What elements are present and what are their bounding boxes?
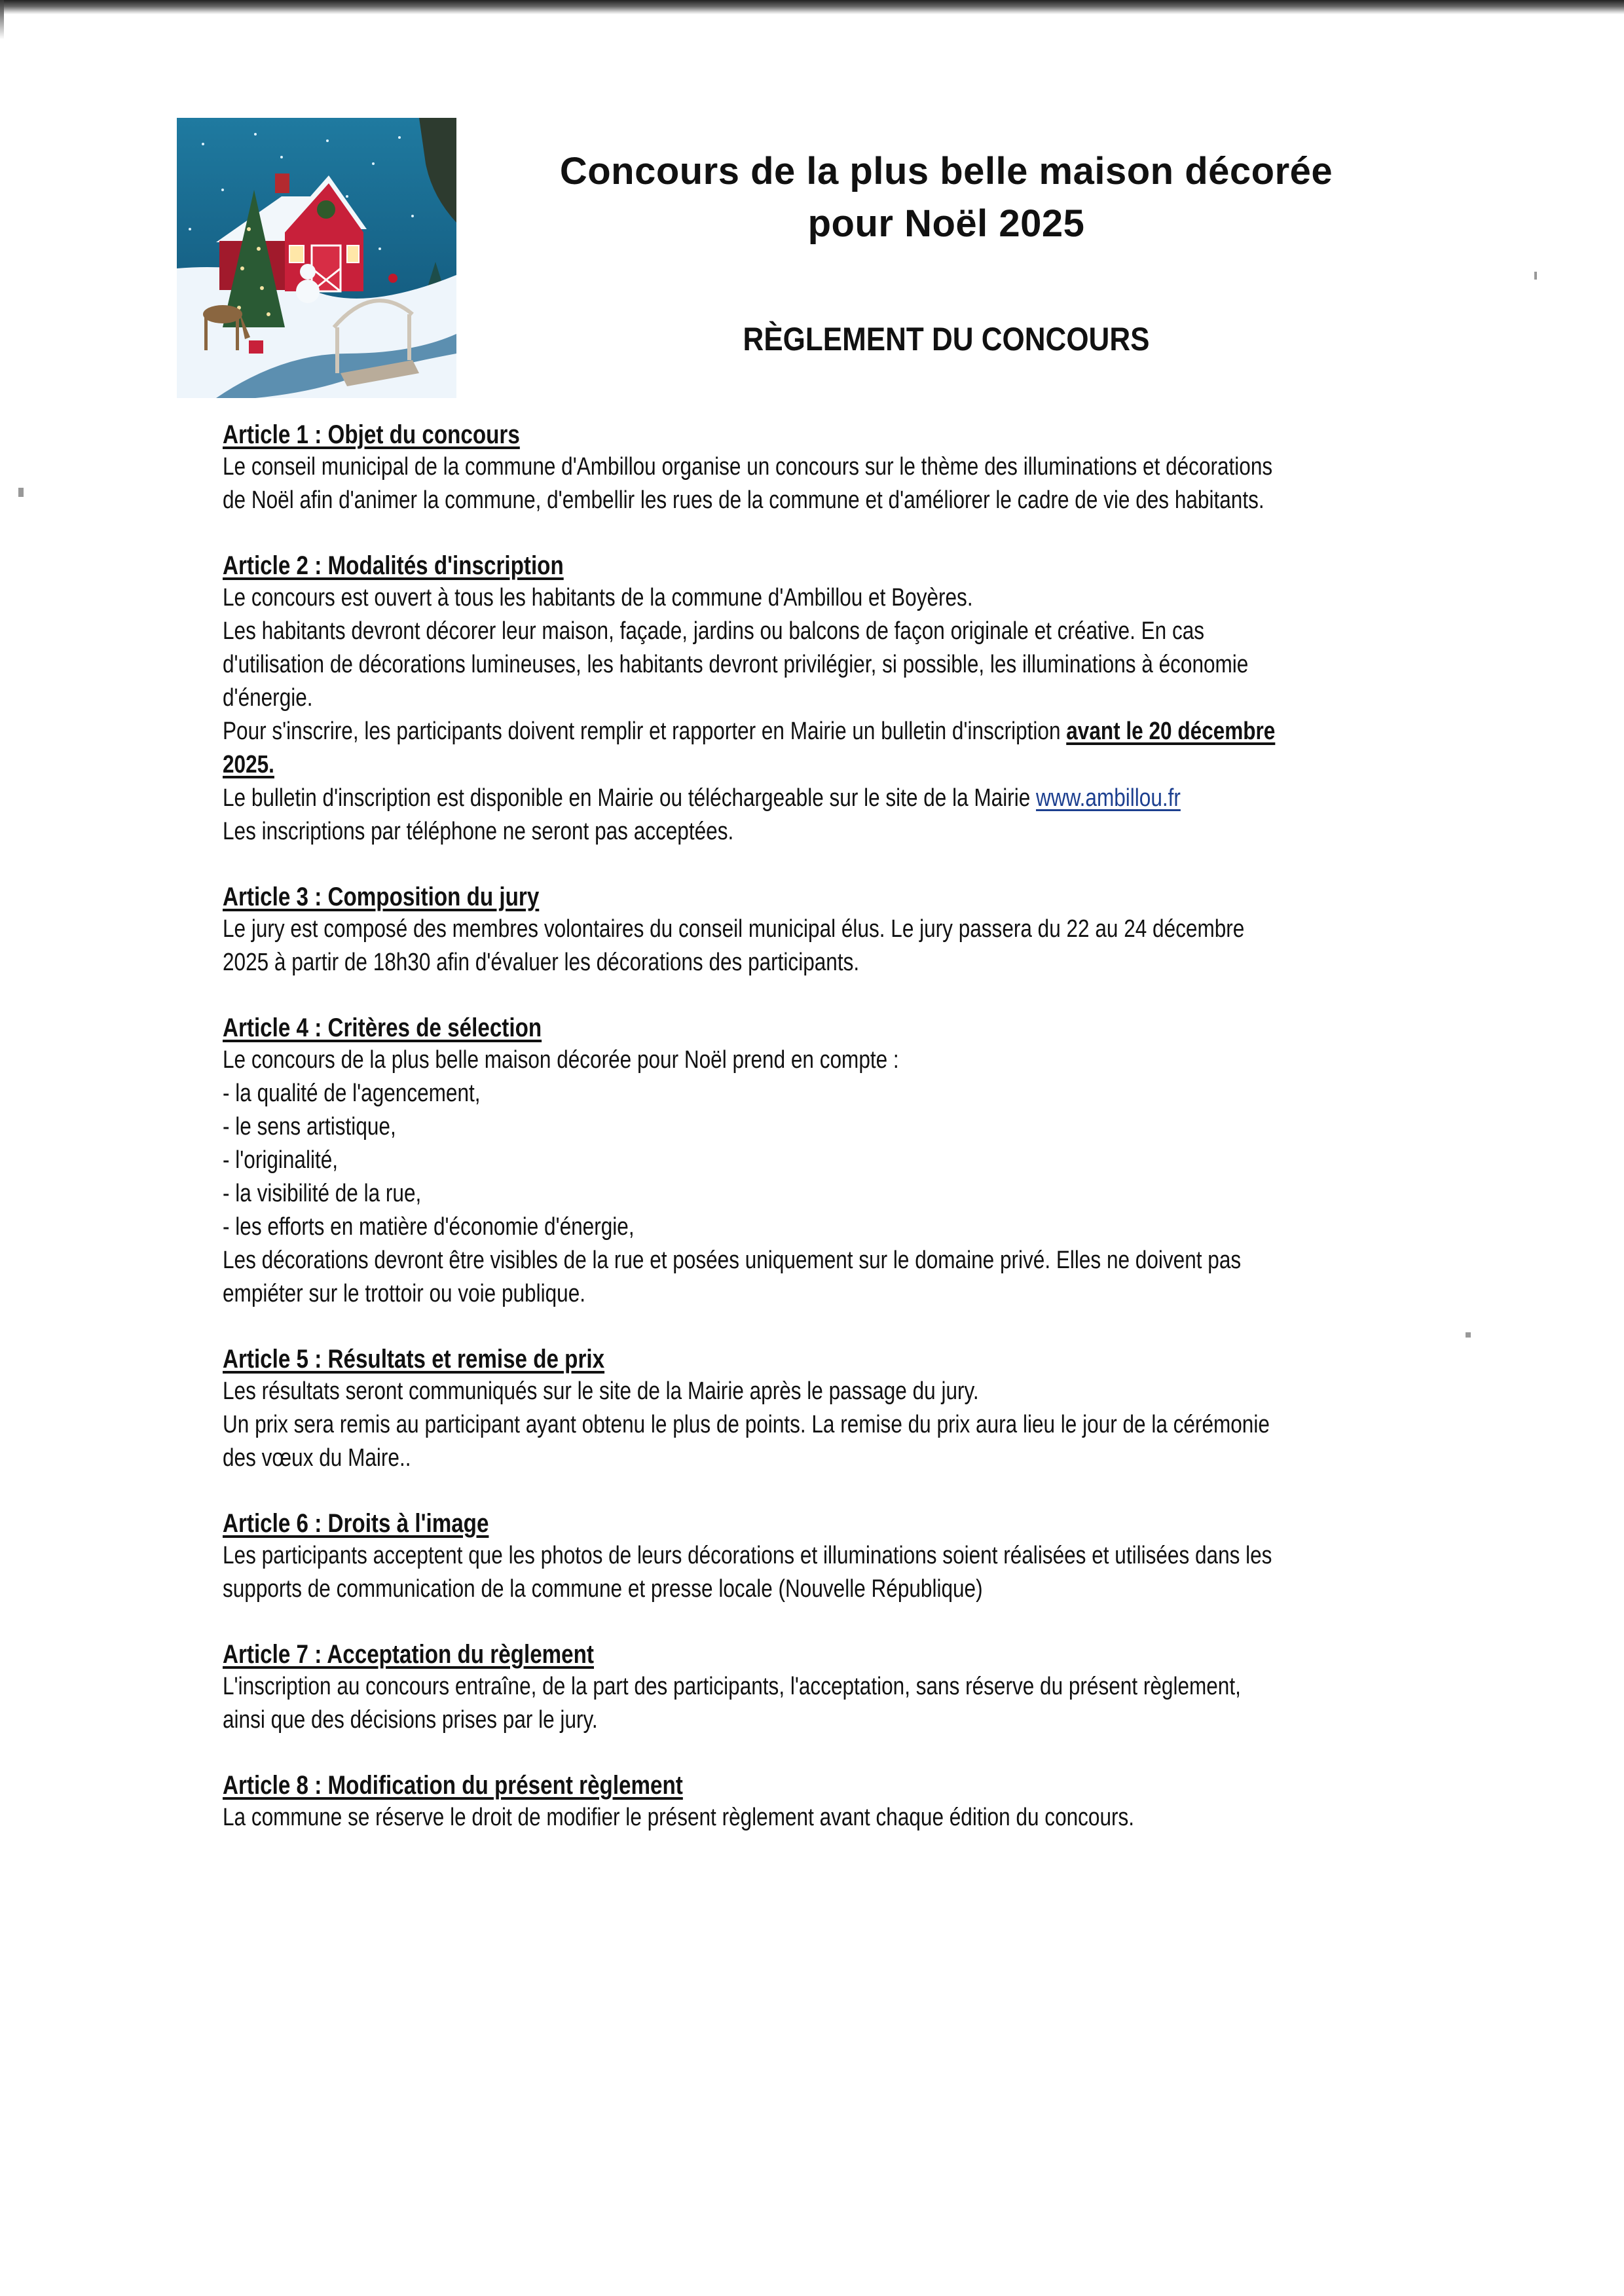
rules-body: [223, 419, 1467, 1867]
bulletin-text: [223, 782, 1462, 815]
article-heading: Article 7 : Acceptation du règlement: [223, 1640, 594, 1669]
document-subtitle: RÈGLEMENT DU CONCOURS: [743, 321, 1150, 357]
title-line-1: Concours de la plus belle maison décorée: [559, 150, 1333, 192]
article-heading: Article 5 : Résultats et remise de prix: [223, 1345, 605, 1374]
article-text: Les participants acceptent que les photos de leurs décorations et illuminations soient réalisées et utilisées dans les: [223, 1542, 1272, 1569]
article-text: Le conseil municipal de la commune d'Ambillou organise un concours sur le thème des illuminations et décorations: [223, 453, 1273, 481]
article-4: [223, 1012, 1462, 1311]
document-title: [485, 145, 1408, 250]
scan-speck: [18, 488, 24, 497]
article-text: Les décorations devront être visibles de la rue et posées uniquement sur le domaine privé. Elles ne doivent pas: [223, 1247, 1242, 1274]
article-6: [223, 1508, 1462, 1606]
signup-text: [223, 715, 1462, 748]
article-text: La commune se réserve le droit de modifier le présent règlement avant chaque édition du concours.: [223, 1804, 1135, 1831]
scan-speck: [1534, 272, 1537, 280]
article-text: de Noël afin d'animer la commune, d'embellir les rues de la commune et d'améliorer le cadre de vie des habitants.: [223, 486, 1264, 514]
article-heading: Article 1 : Objet du concours: [223, 420, 520, 449]
article-text: Les habitants devront décorer leur maison, façade, jardins ou balcons de façon originale et créative. En cas: [223, 617, 1205, 645]
article-text: empiéter sur le trottoir ou voie publique.: [223, 1280, 585, 1307]
article-text: L'inscription au concours entraîne, de la part des participants, l'acceptation, sans réserve du présent règlement,: [223, 1673, 1241, 1700]
article-3: [223, 881, 1462, 979]
phone-note: Les inscriptions par téléphone ne seront pas acceptées.: [223, 818, 734, 845]
article-heading: Article 6 : Droits à l'image: [223, 1509, 489, 1538]
criteria-item: - la visibilité de la rue,: [223, 1180, 422, 1207]
article-heading: Article 3 : Composition du jury: [223, 883, 540, 911]
criteria-item: - le sens artistique,: [223, 1113, 396, 1140]
criteria-item: - les efforts en matière d'économie d'énergie,: [223, 1213, 635, 1241]
deadline: avant le 20 décembre: [1066, 718, 1276, 745]
criteria-item: - la qualité de l'agencement,: [223, 1080, 481, 1107]
article-text: Le concours de la plus belle maison décorée pour Noël prend en compte :: [223, 1046, 899, 1074]
article-text: des vœux du Maire..: [223, 1444, 411, 1472]
scan-speck: [1466, 1332, 1471, 1338]
bulletin-prefix: Le bulletin d'inscription est disponible en Mairie ou téléchargeable sur le site de la Mairie: [223, 784, 1037, 812]
criteria-item: - l'originalité,: [223, 1146, 339, 1174]
article-heading: Article 2 : Modalités d'inscription: [223, 551, 564, 580]
article-text: Le concours est ouvert à tous les habitants de la commune d'Ambillou et Boyères.: [223, 584, 973, 611]
scan-edge-left: [0, 0, 4, 39]
article-text: supports de communication de la commune et presse locale (Nouvelle République): [223, 1575, 983, 1603]
article-5: [223, 1343, 1462, 1475]
deadline-year-line: [223, 748, 1462, 782]
title-line-2: pour Noël 2025: [807, 202, 1085, 245]
website-link[interactable]: www.ambillou.fr: [1036, 784, 1181, 812]
article-8: [223, 1770, 1462, 1834]
signup-prefix: Pour s'inscrire, les participants doivent remplir et rapporter en Mairie un bulletin d'inscription: [223, 718, 1067, 745]
deadline-year: 2025.: [223, 751, 274, 778]
article-7: [223, 1639, 1462, 1737]
article-text: 2025 à partir de 18h30 afin d'évaluer les décorations des participants.: [223, 949, 860, 976]
article-1: [223, 419, 1462, 517]
article-text: d'utilisation de décorations lumineuses, les habitants devront privilégier, si possible, les illuminations à économie: [223, 651, 1249, 678]
article-text: Les résultats seront communiqués sur le site de la Mairie après le passage du jury.: [223, 1377, 979, 1405]
article-text: Le jury est composé des membres volontaires du conseil municipal élus. Le jury passera du 22 au 24 décembre: [223, 915, 1245, 943]
christmas-barn-illustration: [177, 118, 456, 398]
article-heading: Article 8 : Modification du présent règlement: [223, 1771, 683, 1800]
article-text: d'énergie.: [223, 684, 313, 712]
scan-edge-shadow: [0, 0, 1624, 14]
article-text: ainsi que des décisions prises par le jury.: [223, 1706, 598, 1734]
article-text: Un prix sera remis au participant ayant obtenu le plus de points. La remise du prix aura lieu le jour de la cérémonie: [223, 1411, 1270, 1438]
article-heading: Article 4 : Critères de sélection: [223, 1013, 542, 1042]
article-2: [223, 550, 1462, 848]
